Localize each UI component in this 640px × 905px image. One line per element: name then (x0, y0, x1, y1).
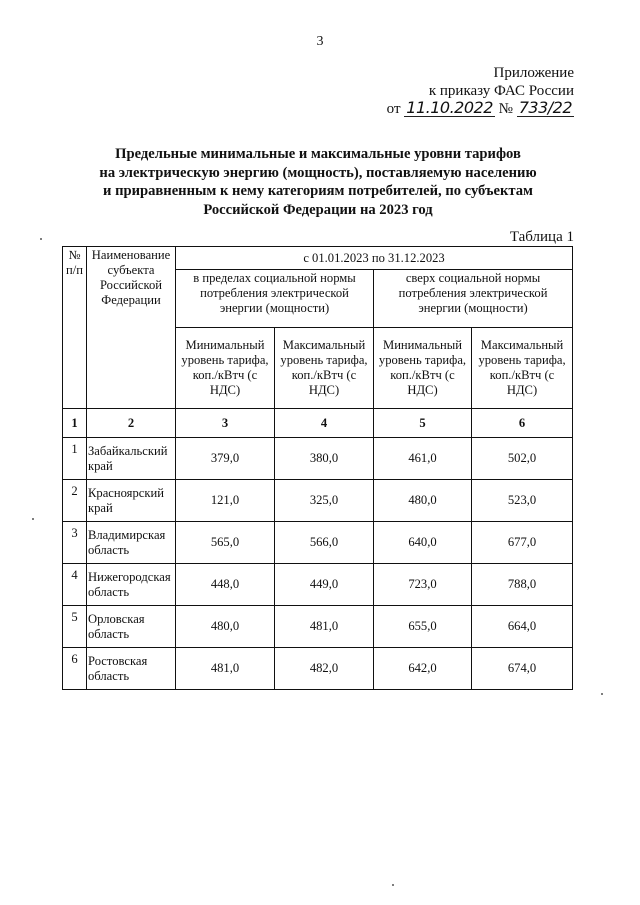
tariff-value: 502,0 (472, 438, 573, 480)
scan-speck (40, 238, 42, 240)
column-number: 3 (176, 409, 275, 438)
header-period: с 01.01.2023 по 31.12.2023 (176, 247, 573, 270)
region-name: Владимирская область (87, 522, 176, 564)
tariff-value: 788,0 (472, 564, 573, 606)
tariff-value: 565,0 (176, 522, 275, 564)
tariff-value: 566,0 (275, 522, 374, 564)
tariff-value: 481,0 (176, 648, 275, 690)
header-min-tariff-above: Минимальный уровень тарифа, коп./кВтч (с НДС) (374, 328, 472, 409)
tariff-value: 480,0 (374, 480, 472, 522)
tariff-value: 448,0 (176, 564, 275, 606)
scan-speck (32, 518, 34, 520)
tariff-value: 642,0 (374, 648, 472, 690)
table-row (63, 648, 573, 690)
page-number: 3 (316, 34, 324, 49)
header-min-tariff-within: Минимальный уровень тарифа, коп./кВтч (с НДС) (176, 328, 275, 409)
scan-speck (392, 884, 394, 886)
tariff-value: 379,0 (176, 438, 275, 480)
row-number: 4 (63, 564, 87, 606)
appendix-order-ref: к приказу ФАС России (428, 83, 574, 99)
tariff-value: 677,0 (472, 522, 573, 564)
row-number: 3 (63, 522, 87, 564)
title-line: Российской Федерации на 2023 год (203, 201, 433, 218)
tariff-value: 325,0 (275, 480, 374, 522)
column-number: 2 (87, 409, 176, 438)
row-number: 6 (63, 648, 87, 690)
region-name: Забайкальский край (87, 438, 176, 480)
region-name: Нижегородская область (87, 564, 176, 606)
row-number: 1 (63, 438, 87, 480)
column-number: 1 (63, 409, 87, 438)
scan-speck (601, 693, 603, 695)
table-row (63, 564, 573, 606)
appendix-title: Приложение (493, 65, 574, 81)
tariff-value: 481,0 (275, 606, 374, 648)
table-row (63, 606, 573, 648)
tariff-value: 664,0 (472, 606, 573, 648)
tariff-value: 523,0 (472, 480, 573, 522)
number-label: № (498, 101, 513, 117)
appendix-date-number (387, 100, 574, 118)
header-max-tariff-above: Максимальный уровень тарифа, коп./кВтч (с НДС) (472, 328, 573, 409)
table-row (63, 438, 573, 480)
tariff-value: 461,0 (374, 438, 472, 480)
tariff-value: 480,0 (176, 606, 275, 648)
title-line: на электрическую энергию (мощность), поставляемую населению (99, 164, 537, 181)
region-name: Орловская область (87, 606, 176, 648)
header-col-region: Наименование субъекта Российской Федерации (87, 247, 176, 409)
from-label: от (386, 101, 401, 117)
tariff-value: 380,0 (275, 438, 374, 480)
tariff-value: 674,0 (472, 648, 573, 690)
handwritten-number: 733/22 (518, 98, 572, 117)
title-line: и приравненным к нему категориям потребителей, по субъектам (103, 183, 533, 199)
title-line: Предельные минимальные и максимальные уровни тарифов (115, 146, 521, 162)
tariff-value: 482,0 (275, 648, 374, 690)
appendix-block (387, 64, 574, 118)
tariff-table (62, 246, 573, 690)
header-col-num: № п/п (63, 247, 87, 409)
row-number: 5 (63, 606, 87, 648)
handwritten-date: 11.10.2022 (406, 98, 493, 117)
tariff-value: 449,0 (275, 564, 374, 606)
tariff-value: 723,0 (374, 564, 472, 606)
column-number: 5 (374, 409, 472, 438)
table-row (63, 480, 573, 522)
column-number-row (63, 409, 573, 438)
document-title (66, 145, 570, 219)
tariff-value: 640,0 (374, 522, 472, 564)
header-above-norm: сверх социальной нормы потребления электрической энергии (мощности) (374, 270, 573, 328)
table-label: Таблица 1 (509, 229, 574, 245)
row-number: 2 (63, 480, 87, 522)
region-name: Ростовская область (87, 648, 176, 690)
header-max-tariff-within: Максимальный уровень тарифа, коп./кВтч (с НДС) (275, 328, 374, 409)
column-number: 4 (275, 409, 374, 438)
tariff-value: 655,0 (374, 606, 472, 648)
table-row (63, 522, 573, 564)
region-name: Красноярский край (87, 480, 176, 522)
header-within-norm: в пределах социальной нормы потребления электрической энергии (мощности) (176, 270, 374, 328)
tariff-value: 121,0 (176, 480, 275, 522)
column-number: 6 (472, 409, 573, 438)
